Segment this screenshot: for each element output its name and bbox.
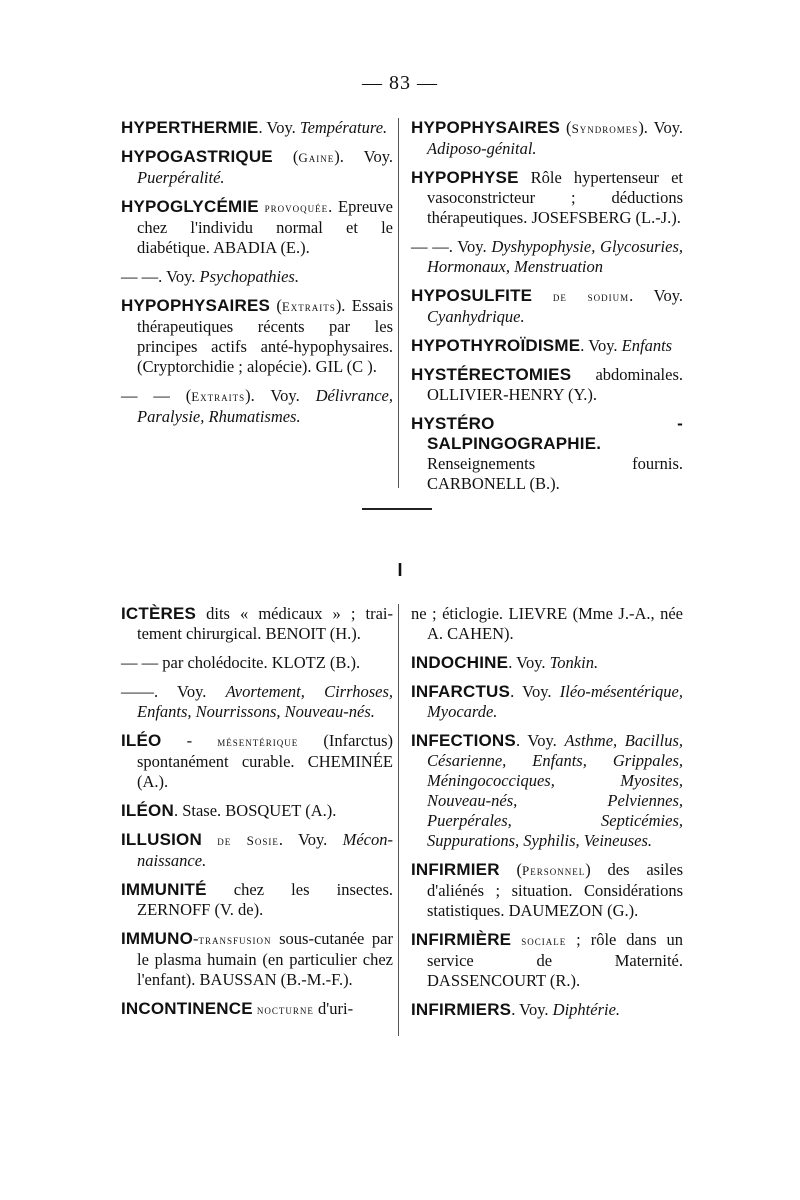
- entry-text: (: [499, 860, 522, 879]
- entry-text: (: [270, 296, 282, 315]
- index-column-bottom-right: [411, 604, 683, 1029]
- entry-headword: HYSTÉRECTOMIES: [411, 365, 572, 384]
- index-entry: [121, 999, 393, 1020]
- entry-text: de sodium: [552, 289, 630, 304]
- index-entry: [121, 880, 393, 920]
- entry-headword: INFARCTUS: [411, 682, 511, 701]
- entry-text: [511, 930, 521, 949]
- index-entry: [411, 930, 683, 991]
- entry-headword: HYPOGLYCÉMIE: [121, 197, 259, 216]
- entry-text: [202, 830, 217, 849]
- entry-text: . Stase. BOSQUET (A.).: [173, 801, 337, 820]
- entry-text: . Voy.: [511, 1000, 553, 1019]
- entry-text: ; rôle dans un service de Maternité. DASSENCOURT (R.).: [427, 930, 684, 990]
- entry-text: sociale: [521, 933, 567, 948]
- entry-text: ne ; éticlogie. LIEVRE (Mme J.-A., née A. CAHEN).: [411, 604, 683, 643]
- entry-text: de Sosie: [217, 833, 279, 848]
- entry-headword: INFECTIONS: [411, 731, 516, 750]
- index-entry: [121, 267, 393, 287]
- entry-headword: INDOCHINE: [411, 653, 509, 672]
- entry-text: ). Voy.: [245, 386, 316, 405]
- index-entry: [411, 237, 683, 277]
- entry-cross-reference: Cyanhydrique.: [427, 307, 525, 326]
- column-divider: [398, 118, 399, 488]
- entry-text: . Epreuve chez l'individu normal et le diabétique. ABADIA (E.).: [137, 197, 393, 257]
- entry-headword: HYPOPHYSAIRES: [121, 296, 271, 315]
- entry-headword: HYPOGASTRIQUE: [121, 147, 273, 166]
- entry-cross-reference: Avortement, Cirrhoses, Enfants, Nourrissons, Nouveau-nés.: [137, 682, 393, 721]
- index-column-top-left: [121, 118, 393, 436]
- index-entry: [121, 929, 393, 990]
- entry-text: ——. Voy.: [121, 682, 226, 701]
- entry-text: Extraits: [191, 389, 246, 404]
- entry-headword: INCONTINENCE: [121, 999, 253, 1018]
- index-entry: [121, 830, 393, 871]
- index-entry: [121, 731, 393, 792]
- entry-headword: HYPOPHYSE: [411, 168, 519, 187]
- index-entry: [411, 118, 683, 159]
- entry-headword: IMMUNO: [121, 929, 194, 948]
- entry-headword: HYPERTHERMIE: [121, 118, 259, 137]
- index-entry: [411, 731, 683, 851]
- index-entry: [411, 860, 683, 921]
- entry-cross-reference: Diphtérie.: [552, 1000, 621, 1019]
- entry-text: sous-cutanée par le plasma humain (en particulier chez l'enfant). BAUSSAN (B.-M.-F.).: [137, 929, 393, 989]
- entry-headword: IMMUNITÉ: [121, 880, 207, 899]
- index-entry: [121, 682, 393, 722]
- index-entry: [121, 197, 393, 258]
- column-divider: [398, 604, 399, 1036]
- index-entry: [411, 336, 683, 356]
- entry-text: Personnel: [522, 863, 586, 878]
- section-rule: [362, 508, 432, 510]
- entry-text: — — par cholédocite. KLOTZ (B.).: [121, 653, 361, 672]
- entry-headword: INFIRMIÈRE: [411, 930, 512, 949]
- page-number: — 83 —: [362, 72, 438, 94]
- entry-cross-reference: Psychopathies.: [199, 267, 299, 286]
- index-entry: [411, 168, 683, 228]
- index-entry: [121, 147, 393, 188]
- entry-text: (: [272, 147, 299, 166]
- entry-headword: HYPOTHYROÏDISME: [411, 336, 581, 355]
- entry-text: dits « médicaux » ; traitement chirurgical. BENOIT (H.).: [137, 604, 393, 643]
- entry-headword: HYSTÉRO - SALPINGOGRAPHIE.: [411, 414, 683, 453]
- entry-text: d'uri-: [313, 999, 354, 1018]
- entry-text: nocturne: [256, 1002, 314, 1017]
- entry-cross-reference: Méconnaissance.: [137, 830, 393, 870]
- entry-text: Syndromes: [571, 121, 639, 136]
- entry-text: . Voy.: [510, 682, 560, 701]
- entry-cross-reference: Iléo-mésentérique, Myocarde.: [427, 682, 683, 721]
- entry-text: Renseignements fournis. CARBONELL (B.).: [427, 454, 683, 493]
- index-entry: [411, 682, 683, 722]
- index-column-top-right: [411, 118, 683, 503]
- entry-headword: ILÉON: [121, 801, 174, 820]
- entry-text: . Voy.: [629, 286, 683, 305]
- entry-text: -: [193, 929, 199, 948]
- entry-text: provoquée: [264, 200, 329, 215]
- entry-text: Gaine: [298, 150, 335, 165]
- index-entry: [411, 604, 683, 644]
- entry-text: mésentérique: [217, 734, 299, 749]
- index-entry: [121, 604, 393, 644]
- entry-text: (Infarctus) spontanément curable. CHEMINÉE (A.).: [137, 731, 393, 791]
- entry-headword: HYPOSULFITE: [411, 286, 533, 305]
- entry-text: ). Essais thérapeutiques récents par les principes actifs anté-hypophysaires. (Cryptorchidie ; alopécie). GIL (C ).: [137, 296, 394, 376]
- entry-text: ). Voy.: [334, 147, 393, 166]
- entry-text: . Voy.: [508, 653, 550, 672]
- entry-text: chez les insectes. ZERNOFF (V. de).: [137, 880, 393, 919]
- entry-headword: INFIRMIERS: [411, 1000, 512, 1019]
- index-entry: [121, 386, 393, 427]
- entry-text: -: [161, 731, 218, 750]
- index-entry: [121, 801, 393, 821]
- entry-cross-reference: Asthme, Bacillus, Césarienne, Enfants, Grippales, Méningococciques, Myosites, Nouveau-nés, Pelviennes, Puerpérales, Septicémies, Suppurations, Syphilis, Veineuses.: [427, 731, 683, 850]
- entry-headword: ICTÈRES: [121, 604, 197, 623]
- entry-text: Rôle hypertenseur et vasoconstricteur ; déductions thérapeutiques. JOSEFSBERG (L.-J.).: [427, 168, 683, 227]
- entry-headword: INFIRMIER: [411, 860, 500, 879]
- index-entry: [121, 653, 393, 673]
- index-entry: [121, 118, 393, 138]
- entry-text: transfusion: [198, 932, 272, 947]
- index-entry: [411, 1000, 683, 1020]
- entry-cross-reference: Température.: [299, 118, 388, 137]
- entry-text: . Voy.: [515, 731, 565, 750]
- index-entry: [411, 653, 683, 673]
- entry-text: Extraits: [281, 299, 336, 314]
- entry-text: ) des asiles d'aliénés ; situation. Considérations statistiques. DAUMEZON (G.).: [427, 860, 683, 920]
- entry-text: abdominales. OLLIVIER-HENRY (Y.).: [427, 365, 683, 404]
- entry-text: . Voy.: [278, 830, 343, 849]
- entry-text: . Voy.: [580, 336, 622, 355]
- entry-cross-reference: Adiposo-génital.: [427, 139, 537, 158]
- entry-cross-reference: Enfants: [621, 336, 673, 355]
- entry-text: [532, 286, 553, 305]
- entry-text: ). Voy.: [638, 118, 683, 137]
- entry-cross-reference: Puerpéralité.: [137, 168, 225, 187]
- entry-headword: HYPOPHYSAIRES: [411, 118, 561, 137]
- index-entry: [411, 414, 683, 494]
- entry-text: — —. Voy.: [121, 267, 200, 286]
- entry-text: (: [560, 118, 572, 137]
- entry-text: — — (: [121, 386, 192, 405]
- entry-cross-reference: Délivrance, Paralysie, Rhumatismes.: [137, 386, 393, 426]
- entry-text: . Voy.: [258, 118, 300, 137]
- entry-cross-reference: Tonkin.: [549, 653, 599, 672]
- index-entry: [411, 286, 683, 327]
- index-column-bottom-left: [121, 604, 393, 1029]
- entry-cross-reference: Dyshypophysie, Glycosuries, Hormonaux, Menstruation: [427, 237, 683, 276]
- index-entry: [411, 365, 683, 405]
- entry-text: — —. Voy.: [411, 237, 492, 256]
- entry-headword: ILÉO: [121, 731, 162, 750]
- section-letter: I: [397, 560, 403, 580]
- entry-headword: ILLUSION: [121, 830, 202, 849]
- index-entry: [121, 296, 393, 377]
